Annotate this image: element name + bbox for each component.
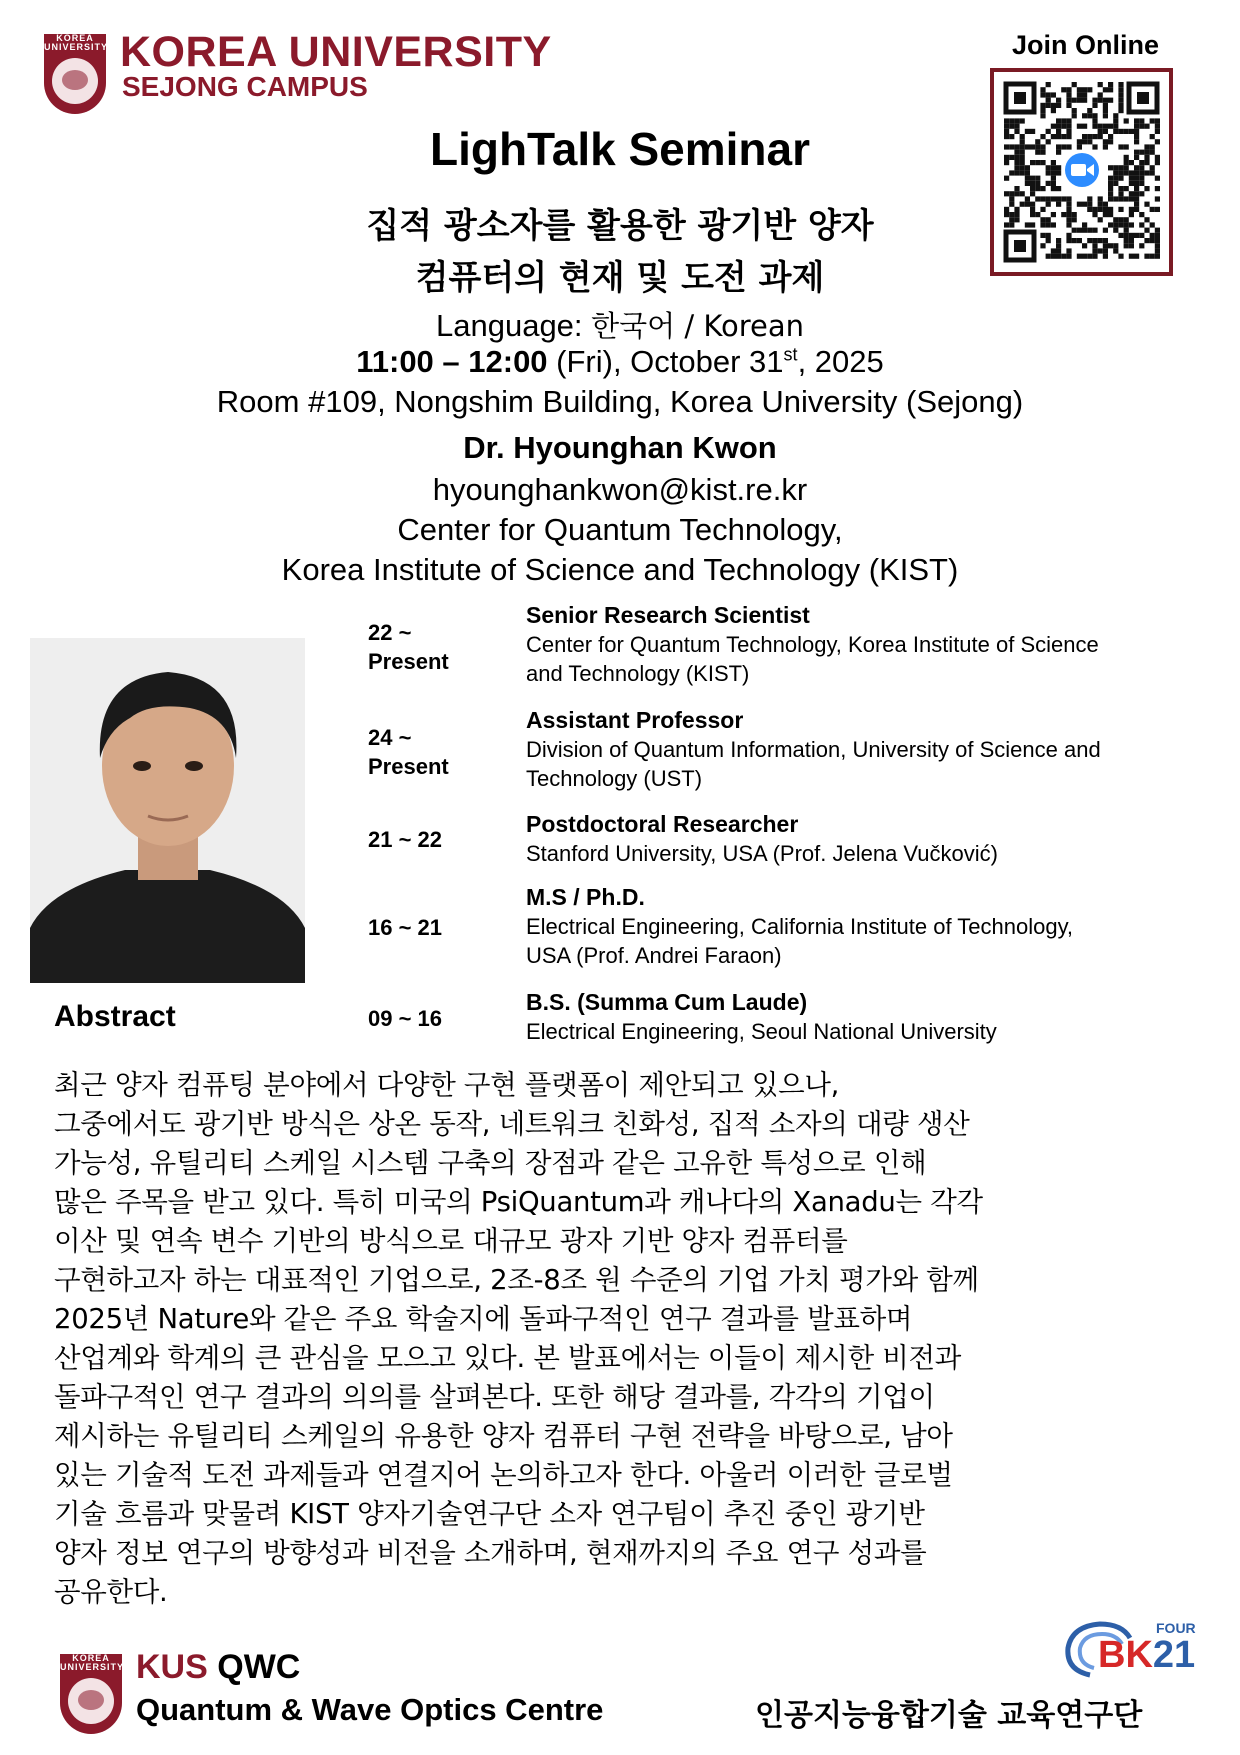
career-period xyxy=(368,723,449,781)
career-desc-line: Electrical Engineering, California Institute of Technology, xyxy=(526,914,1074,939)
speaker-affiliation-line-2: Korea Institute of Science and Technology (KIST) xyxy=(281,552,959,587)
kus-qwc-label xyxy=(136,1648,300,1687)
seminar-date: (Fri), October 31 xyxy=(547,344,784,379)
footer-crest-logo xyxy=(60,1653,125,1734)
abstract-line: 그중에서도 광기반 방식은 상온 동작, 네트워크 친화성, 집적 소자의 대량 생산 xyxy=(54,1108,970,1140)
room-line: Room #109, Nongshim Building, Korea University (Sejong) xyxy=(216,384,1024,419)
datetime-line xyxy=(0,344,1240,380)
speaker-photo xyxy=(30,638,305,983)
bk-wordmark xyxy=(1098,1634,1195,1676)
career-period: 09 ~ 16 xyxy=(368,1006,443,1031)
university-name: KOREA UNIVERSITY xyxy=(120,28,552,76)
career-desc xyxy=(526,1017,1196,1046)
language-label: Language: xyxy=(436,308,592,343)
seminar-time: 11:00 – 12:00 xyxy=(356,344,548,379)
career-desc xyxy=(526,912,1196,970)
speaker-name: Dr. Hyounghan Kwon xyxy=(463,430,777,465)
abstract-line: 이산 및 연속 변수 기반의 방식으로 대규모 광자 기반 양자 컴퓨터를 xyxy=(54,1225,848,1257)
tiger-emblem-icon xyxy=(60,1672,122,1734)
speaker-email[interactable]: hyounghankwon@kist.re.kr xyxy=(432,472,808,507)
period-end: Present xyxy=(368,649,449,674)
language-value: 한국어 / Korean xyxy=(591,309,804,343)
bk21-four-logo xyxy=(1060,1620,1200,1680)
qwc-text: QWC xyxy=(207,1648,301,1686)
career-role: M.S / Ph.D. xyxy=(526,884,645,910)
bk-num: 21 xyxy=(1152,1634,1196,1676)
career-desc-line: Center for Quantum Technology, Korea Institute of Science xyxy=(526,632,1099,657)
career-desc xyxy=(526,630,1196,688)
abstract-line: 돌파구적인 연구 결과의 의의를 살펴본다. 또한 해당 결과를, 각각의 기업이 xyxy=(54,1381,935,1413)
period-end: Present xyxy=(368,754,449,779)
centre-name: Quantum & Wave Optics Centre xyxy=(136,1692,604,1727)
bk21-program-title: 인공지능융합기술 교육연구단 xyxy=(755,1698,1143,1733)
seminar-title: LighTalk Seminar xyxy=(429,123,811,175)
career-desc-line: and Technology (KIST) xyxy=(526,661,750,686)
abstract-line: 공유한다. xyxy=(54,1576,168,1608)
abstract-line: 많은 주목을 받고 있다. 특히 미국의 PsiQuantum과 캐나다의 Xanadu는 각각 xyxy=(54,1186,983,1218)
tiger-emblem-icon xyxy=(44,52,106,114)
university-crest-logo xyxy=(44,33,109,114)
join-online-label: Join Online xyxy=(1012,30,1160,60)
crest-band-text: KOREA UNIVERSITY xyxy=(44,33,109,52)
period-start: 24 ~ xyxy=(368,725,412,750)
career-desc-line: Stanford University, USA (Prof. Jelena Vučković) xyxy=(526,841,998,866)
career-desc-line: USA (Prof. Andrei Faraon) xyxy=(526,943,782,968)
abstract-line: 구현하고자 하는 대표적인 기업으로, 2조-8조 원 수준의 기업 가치 평가와 함께 xyxy=(54,1264,979,1296)
campus-name: SEJONG CAMPUS xyxy=(122,71,368,102)
career-period: 21 ~ 22 xyxy=(368,827,443,852)
career-desc-line: Electrical Engineering, Seoul National University xyxy=(526,1019,997,1044)
abstract-line: 제시하는 유틸리티 스케일의 유용한 양자 컴퓨터 구현 전략을 바탕으로, 남아 xyxy=(54,1420,953,1452)
seminar-year: , 2025 xyxy=(797,344,884,379)
career-role: Postdoctoral Researcher xyxy=(526,811,799,837)
career-desc-line: Division of Quantum Information, University of Science and xyxy=(526,737,1101,762)
date-ordinal: st xyxy=(783,344,798,365)
abstract-heading: Abstract xyxy=(54,1000,176,1033)
career-period: 16 ~ 21 xyxy=(368,915,443,940)
kus-text: KUS xyxy=(136,1648,208,1686)
abstract-line: 있는 기술적 도전 과제들과 연결지어 논의하고자 한다. 아울러 이러한 글로벌 xyxy=(54,1459,953,1491)
abstract-line: 최근 양자 컴퓨팅 분야에서 다양한 구현 플랫폼이 제안되고 있으나, xyxy=(54,1069,840,1101)
abstract-line: 산업계와 학계의 큰 관심을 모으고 있다. 본 발표에서는 이들이 제시한 비전과 xyxy=(54,1342,962,1374)
bk-text: BK xyxy=(1098,1634,1153,1676)
career-role: Assistant Professor xyxy=(526,707,744,733)
career-role: Senior Research Scientist xyxy=(526,602,810,628)
korean-title-line-2: 컴퓨터의 현재 및 도전 과제 xyxy=(415,258,825,298)
career-desc xyxy=(526,839,1196,868)
abstract-line: 양자 정보 연구의 방향성과 비전을 소개하며, 현재까지의 주요 연구 성과를 xyxy=(54,1537,927,1569)
korean-title-line-1: 집적 광소자를 활용한 광기반 양자 xyxy=(366,206,874,246)
speaker-affiliation-line-1: Center for Quantum Technology, xyxy=(397,512,843,547)
abstract-body xyxy=(54,1066,1194,1612)
abstract-line: 기술 흐름과 맞물려 KIST 양자기술연구단 소자 연구팀이 추진 중인 광기반 xyxy=(54,1498,925,1530)
crest-band-text: KOREA UNIVERSITY xyxy=(60,1653,125,1672)
career-desc-line: Technology (UST) xyxy=(526,766,703,791)
abstract-line: 가능성, 유틸리티 스케일 시스템 구축의 장점과 같은 고유한 특성으로 인해 xyxy=(54,1147,927,1179)
career-role: B.S. (Summa Cum Laude) xyxy=(526,989,808,1015)
career-desc xyxy=(526,735,1196,793)
period-start: 22 ~ xyxy=(368,620,412,645)
abstract-line: 2025년 Nature와 같은 주요 학술지에 돌파구적인 연구 결과를 발표하며 xyxy=(54,1303,913,1335)
bk-four-text: FOUR xyxy=(1156,1620,1196,1636)
language-line xyxy=(0,304,1240,345)
career-period xyxy=(368,618,449,676)
